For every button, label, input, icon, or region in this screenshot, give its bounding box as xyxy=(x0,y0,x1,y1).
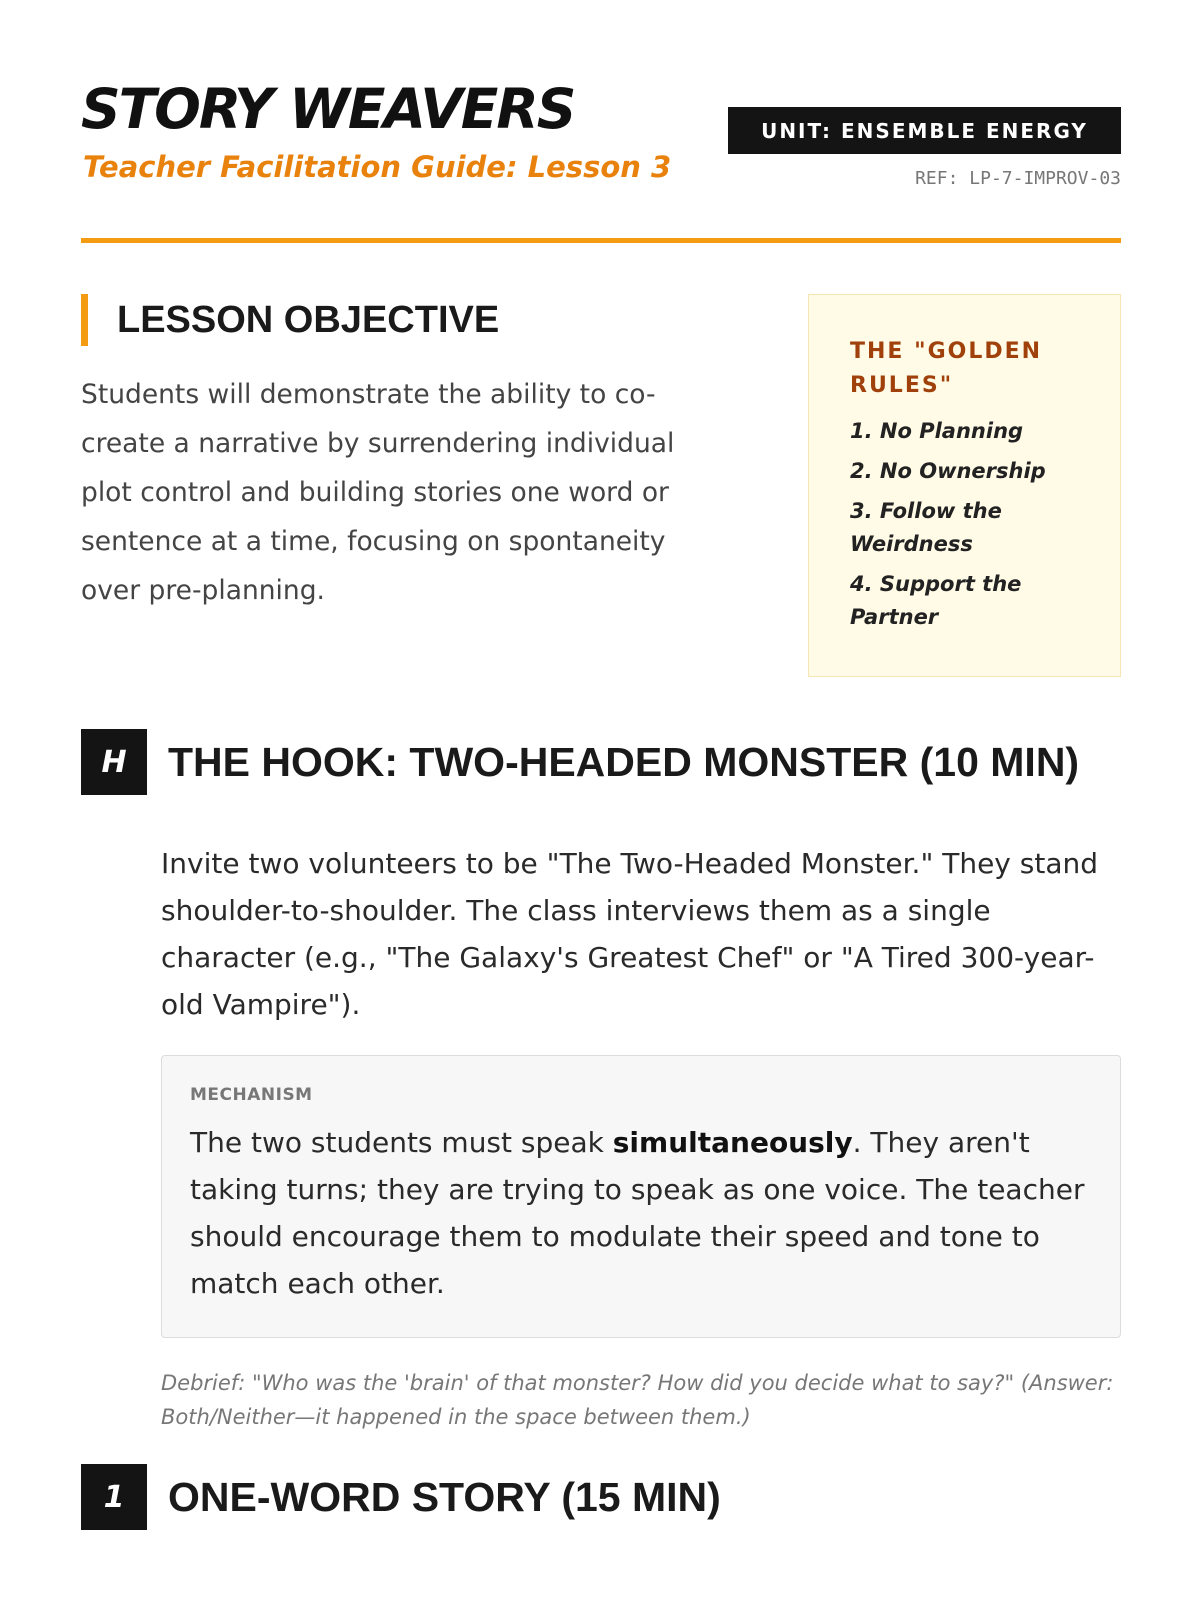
hook-letter-icon: H xyxy=(81,729,147,795)
rule-item: 2. No Ownership xyxy=(850,459,1046,483)
golden-rules-box xyxy=(808,294,1121,677)
mechanism-label: MECHANISM xyxy=(190,1085,313,1105)
mechanism-emphasis: simultaneously xyxy=(612,1126,853,1159)
mechanism-box xyxy=(161,1055,1121,1338)
reference-code: REF: LP-7-IMPROV-03 xyxy=(915,168,1121,189)
objective-section xyxy=(81,294,721,615)
guide-subtitle: Teacher Facilitation Guide: Lesson 3 xyxy=(83,150,672,184)
page-header xyxy=(81,0,1121,243)
hook-section-header xyxy=(81,729,1079,795)
unit-badge: UNIT: ENSEMBLE ENERGY xyxy=(728,107,1121,154)
rule-item: 4. Support the Partner xyxy=(850,572,1022,629)
brand-title: STORY WEAVERS xyxy=(81,77,575,141)
rule-item: 1. No Planning xyxy=(850,419,1024,443)
golden-rules-list xyxy=(850,415,1090,634)
section-1-header xyxy=(81,1464,721,1530)
mechanism-text xyxy=(190,1119,1092,1307)
hook-section-body xyxy=(161,840,1121,1434)
mechanism-text-end: . They aren't taking turns; they are trying to speak as one voice. The teacher should encourage them to modulate their speed and tone to match each other. xyxy=(190,1126,1085,1300)
lesson-page xyxy=(81,0,1121,1520)
hook-section-title: THE HOOK: TWO-HEADED MONSTER (10 MIN) xyxy=(168,738,1080,785)
section-number-icon: 1 xyxy=(81,1464,147,1530)
objective-heading: LESSON OBJECTIVE xyxy=(81,294,721,346)
hook-description: Invite two volunteers to be "The Two-Headed Monster." They stand shoulder-to-shoulder. The class interviews them as a single character (e.g., "The Galaxy's Greatest Chef" or "A Tired 300-year-old Vampire"). xyxy=(161,847,1099,1021)
objective-text: Students will demonstrate the ability to co-create a narrative by surrendering individual plot control and building stories one word or sentence at a time, focusing on spontaneity over pre-planning. xyxy=(81,379,675,606)
golden-rules-title: THE "GOLDEN RULES" xyxy=(850,339,1043,398)
debrief-note: Debrief: "Who was the 'brain' of that monster? How did you decide what to say?" (Answer: Both/Neither—it happened in the space between them.) xyxy=(161,1371,1114,1429)
rule-item: 3. Follow the Weirdness xyxy=(850,499,1002,556)
section-1-title: ONE-WORD STORY (15 MIN) xyxy=(168,1473,721,1520)
mechanism-text-start: The two students must speak xyxy=(190,1126,613,1159)
